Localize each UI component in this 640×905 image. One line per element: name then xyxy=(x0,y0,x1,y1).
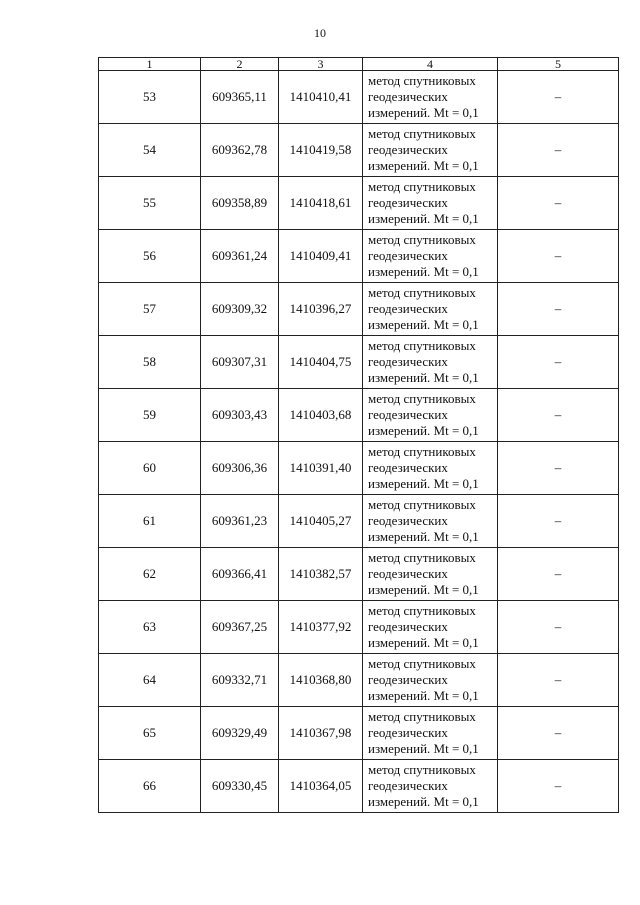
point-number-cell: 62 xyxy=(99,548,201,601)
method-cell xyxy=(363,495,498,548)
table-row xyxy=(99,336,619,389)
x-coordinate-cell: 609332,71 xyxy=(201,654,279,707)
method-line-3: измерений. Mt = 0,1 xyxy=(368,317,479,332)
x-coordinate-cell: 609367,25 xyxy=(201,601,279,654)
method-line-1: метод спутниковых xyxy=(368,126,476,141)
column-5-cell: – xyxy=(498,71,619,124)
method-line-3: измерений. Mt = 0,1 xyxy=(368,211,479,226)
table-row xyxy=(99,760,619,813)
y-coordinate-cell: 1410396,27 xyxy=(279,283,363,336)
x-coordinate-cell: 609361,23 xyxy=(201,495,279,548)
method-line-3: измерений. Mt = 0,1 xyxy=(368,794,479,809)
point-number-cell: 61 xyxy=(99,495,201,548)
method-line-1: метод спутниковых xyxy=(368,603,476,618)
point-number-cell: 60 xyxy=(99,442,201,495)
y-coordinate-cell: 1410403,68 xyxy=(279,389,363,442)
y-coordinate-cell: 1410419,58 xyxy=(279,124,363,177)
method-line-3: измерений. Mt = 0,1 xyxy=(368,264,479,279)
method-line-2: геодезических xyxy=(368,566,448,581)
x-coordinate-cell: 609309,32 xyxy=(201,283,279,336)
method-line-1: метод спутниковых xyxy=(368,550,476,565)
method-cell xyxy=(363,548,498,601)
point-number-cell: 55 xyxy=(99,177,201,230)
method-line-2: геодезических xyxy=(368,460,448,475)
column-5-cell: – xyxy=(498,442,619,495)
point-number-cell: 63 xyxy=(99,601,201,654)
header-col-5: 5 xyxy=(498,58,619,71)
y-coordinate-cell: 1410364,05 xyxy=(279,760,363,813)
method-line-3: измерений. Mt = 0,1 xyxy=(368,582,479,597)
column-5-cell: – xyxy=(498,124,619,177)
method-line-2: геодезических xyxy=(368,89,448,104)
table-row xyxy=(99,177,619,230)
column-5-cell: – xyxy=(498,389,619,442)
column-5-cell: – xyxy=(498,548,619,601)
method-line-2: геодезических xyxy=(368,195,448,210)
column-5-cell: – xyxy=(498,177,619,230)
method-cell xyxy=(363,177,498,230)
point-number-cell: 58 xyxy=(99,336,201,389)
point-number-cell: 59 xyxy=(99,389,201,442)
x-coordinate-cell: 609365,11 xyxy=(201,71,279,124)
table-body xyxy=(99,71,619,813)
y-coordinate-cell: 1410391,40 xyxy=(279,442,363,495)
header-col-4: 4 xyxy=(363,58,498,71)
x-coordinate-cell: 609366,41 xyxy=(201,548,279,601)
method-line-2: геодезических xyxy=(368,248,448,263)
coordinates-table xyxy=(98,57,619,813)
method-line-1: метод спутниковых xyxy=(368,656,476,671)
column-5-cell: – xyxy=(498,336,619,389)
method-line-1: метод спутниковых xyxy=(368,497,476,512)
point-number-cell: 54 xyxy=(99,124,201,177)
method-line-1: метод спутниковых xyxy=(368,338,476,353)
point-number-cell: 57 xyxy=(99,283,201,336)
method-line-1: метод спутниковых xyxy=(368,179,476,194)
method-cell xyxy=(363,389,498,442)
page-number: 10 xyxy=(314,26,326,40)
method-cell xyxy=(363,707,498,760)
method-line-3: измерений. Mt = 0,1 xyxy=(368,635,479,650)
method-line-1: метод спутниковых xyxy=(368,709,476,724)
table-row xyxy=(99,124,619,177)
x-coordinate-cell: 609303,43 xyxy=(201,389,279,442)
method-line-1: метод спутниковых xyxy=(368,73,476,88)
table-row xyxy=(99,71,619,124)
y-coordinate-cell: 1410409,41 xyxy=(279,230,363,283)
method-cell xyxy=(363,71,498,124)
table-row xyxy=(99,389,619,442)
method-line-2: геодезических xyxy=(368,672,448,687)
method-cell xyxy=(363,283,498,336)
method-cell xyxy=(363,230,498,283)
method-line-2: геодезических xyxy=(368,142,448,157)
y-coordinate-cell: 1410404,75 xyxy=(279,336,363,389)
method-line-3: измерений. Mt = 0,1 xyxy=(368,476,479,491)
y-coordinate-cell: 1410377,92 xyxy=(279,601,363,654)
method-line-3: измерений. Mt = 0,1 xyxy=(368,529,479,544)
table-row xyxy=(99,707,619,760)
method-line-1: метод спутниковых xyxy=(368,444,476,459)
column-5-cell: – xyxy=(498,601,619,654)
x-coordinate-cell: 609330,45 xyxy=(201,760,279,813)
table-row xyxy=(99,442,619,495)
x-coordinate-cell: 609358,89 xyxy=(201,177,279,230)
header-col-2: 2 xyxy=(201,58,279,71)
y-coordinate-cell: 1410367,98 xyxy=(279,707,363,760)
table-row xyxy=(99,495,619,548)
y-coordinate-cell: 1410410,41 xyxy=(279,71,363,124)
column-5-cell: – xyxy=(498,283,619,336)
method-cell xyxy=(363,654,498,707)
method-cell xyxy=(363,760,498,813)
method-line-3: измерений. Mt = 0,1 xyxy=(368,423,479,438)
header-col-1: 1 xyxy=(99,58,201,71)
method-cell xyxy=(363,124,498,177)
y-coordinate-cell: 1410405,27 xyxy=(279,495,363,548)
method-line-2: геодезических xyxy=(368,407,448,422)
x-coordinate-cell: 609329,49 xyxy=(201,707,279,760)
method-line-3: измерений. Mt = 0,1 xyxy=(368,158,479,173)
method-line-3: измерений. Mt = 0,1 xyxy=(368,741,479,756)
table-row xyxy=(99,548,619,601)
header-col-3: 3 xyxy=(279,58,363,71)
point-number-cell: 53 xyxy=(99,71,201,124)
point-number-cell: 56 xyxy=(99,230,201,283)
x-coordinate-cell: 609362,78 xyxy=(201,124,279,177)
y-coordinate-cell: 1410418,61 xyxy=(279,177,363,230)
column-5-cell: – xyxy=(498,495,619,548)
method-cell xyxy=(363,442,498,495)
y-coordinate-cell: 1410368,80 xyxy=(279,654,363,707)
method-cell xyxy=(363,601,498,654)
method-line-2: геодезических xyxy=(368,778,448,793)
table-header-row xyxy=(99,58,619,71)
x-coordinate-cell: 609307,31 xyxy=(201,336,279,389)
method-line-1: метод спутниковых xyxy=(368,285,476,300)
table-row xyxy=(99,283,619,336)
x-coordinate-cell: 609361,24 xyxy=(201,230,279,283)
point-number-cell: 64 xyxy=(99,654,201,707)
table-row xyxy=(99,654,619,707)
table-row xyxy=(99,230,619,283)
method-line-3: измерений. Mt = 0,1 xyxy=(368,105,479,120)
method-line-1: метод спутниковых xyxy=(368,391,476,406)
point-number-cell: 66 xyxy=(99,760,201,813)
method-line-1: метод спутниковых xyxy=(368,762,476,777)
column-5-cell: – xyxy=(498,654,619,707)
method-cell xyxy=(363,336,498,389)
method-line-2: геодезических xyxy=(368,354,448,369)
method-line-2: геодезических xyxy=(368,513,448,528)
point-number-cell: 65 xyxy=(99,707,201,760)
method-line-2: геодезических xyxy=(368,619,448,634)
y-coordinate-cell: 1410382,57 xyxy=(279,548,363,601)
method-line-3: измерений. Mt = 0,1 xyxy=(368,370,479,385)
column-5-cell: – xyxy=(498,707,619,760)
x-coordinate-cell: 609306,36 xyxy=(201,442,279,495)
method-line-3: измерений. Mt = 0,1 xyxy=(368,688,479,703)
column-5-cell: – xyxy=(498,230,619,283)
method-line-1: метод спутниковых xyxy=(368,232,476,247)
table-row xyxy=(99,601,619,654)
method-line-2: геодезических xyxy=(368,725,448,740)
method-line-2: геодезических xyxy=(368,301,448,316)
column-5-cell: – xyxy=(498,760,619,813)
